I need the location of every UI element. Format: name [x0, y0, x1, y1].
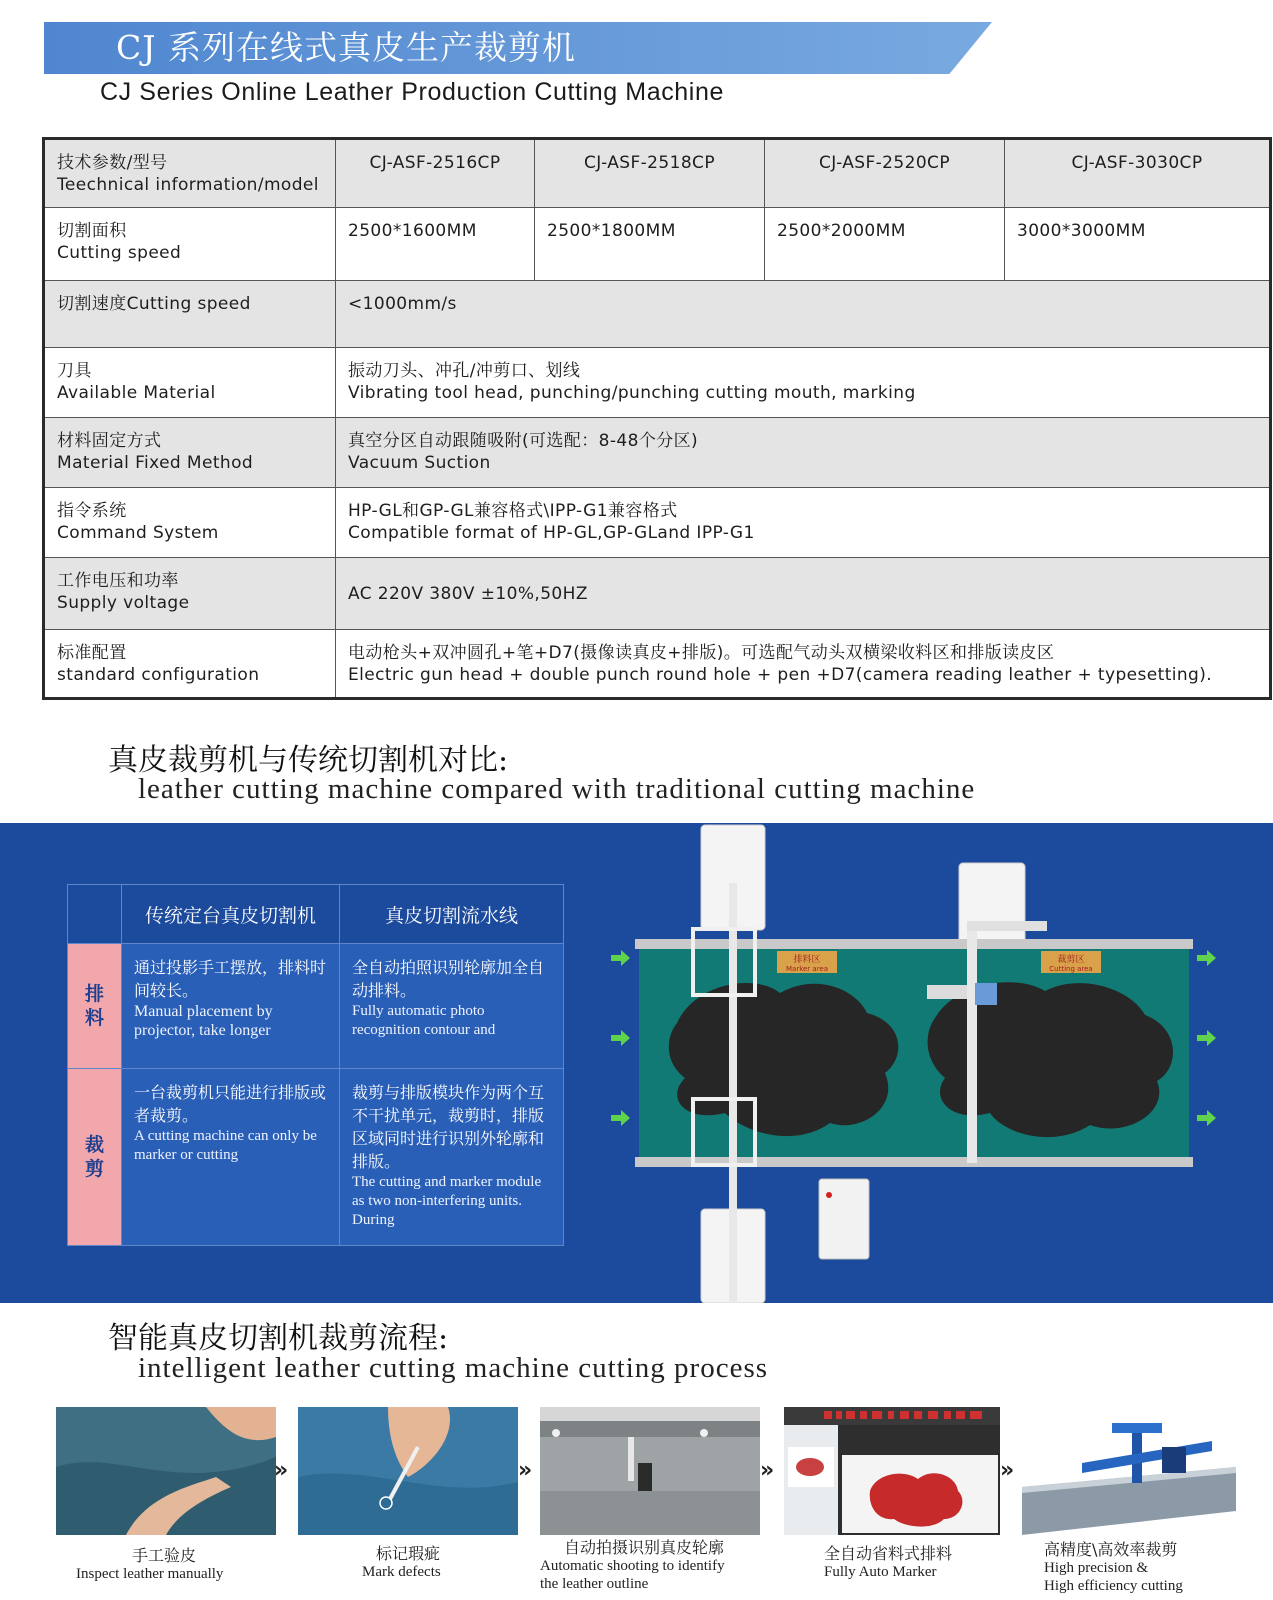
arrow-right-icon [611, 950, 630, 966]
spec-row-label [44, 558, 336, 630]
compare-title-en: leather cutting machine compared with traditional cutting machine [138, 773, 976, 805]
cutting-head [975, 983, 997, 1005]
spec-label-cn: 切割速度Cutting speed [57, 294, 251, 314]
compare-cell-en: Fully automatic photo recognition contour and [352, 1003, 496, 1038]
compare-col-traditional: 传统定台真皮切割机 [122, 885, 340, 944]
spec-header-label-cn: 技术参数/型号 [57, 153, 168, 173]
cutting-gantry [967, 927, 977, 1163]
process-arrow-icon: » [1000, 1458, 1009, 1483]
compare-title-cn: 真皮裁剪机与传统切割机对比: [108, 743, 509, 778]
spec-value-cn: 真空分区自动跟随吸附(可选配：8-48个分区) [348, 431, 699, 451]
compare-cell-cn: 裁剪与排版模块作为两个互不干扰单元，裁剪时，排版区域同时进行识别外轮廓和排版。 [352, 1083, 545, 1171]
process-title-en: intelligent leather cutting machine cutting process [138, 1352, 769, 1384]
spec-row [44, 348, 1271, 418]
spec-row-value [336, 558, 1271, 630]
compare-header-row [68, 885, 564, 944]
spec-label-cn: 指令系统 [57, 501, 127, 521]
process-title-cn: 智能真皮切割机裁剪流程: [108, 1321, 449, 1356]
spec-label-en: Cutting speed [57, 243, 182, 263]
arrow-right-icon [611, 1110, 630, 1126]
spec-row-value [336, 281, 1271, 348]
cutting-line-illustration [605, 823, 1273, 1303]
area-value: 3000*3000MM [1005, 208, 1271, 281]
compare-table [67, 884, 564, 1246]
compare-row-cutting [68, 1069, 564, 1246]
step-caption-en: Fully Auto Marker [824, 1564, 937, 1580]
compare-cell [340, 944, 564, 1069]
spec-label-en: Available Material [57, 383, 216, 403]
mark-defects-photo [298, 1407, 518, 1535]
auto-marker-screen [784, 1407, 1000, 1535]
side-label-marker [68, 944, 122, 1069]
spec-value-cn: <1000mm/s [348, 294, 457, 314]
process-arrow-icon: » [518, 1458, 527, 1483]
spec-value-cn: 振动刀头、冲孔/冲剪口、划线 [348, 361, 581, 381]
cutting-beam [967, 921, 1047, 931]
spec-row [44, 488, 1271, 558]
marker-area-label-cn: 排料区 [793, 955, 821, 965]
spec-row-value [336, 488, 1271, 558]
emergency-stop-icon [826, 1192, 832, 1198]
camera-shooting-photo [540, 1407, 760, 1535]
spec-label-en: Material Fixed Method [57, 453, 254, 473]
model-cell: CJ-ASF-3030CP [1005, 139, 1271, 208]
area-value: 2500*1600MM [336, 208, 535, 281]
spec-row [44, 558, 1271, 630]
marker-gantry [729, 883, 737, 1303]
compare-col-line: 真皮切割流水线 [340, 885, 564, 944]
step-caption-en: Inspect leather manually [76, 1566, 224, 1582]
area-value: 2500*1800MM [535, 208, 765, 281]
spec-row-value [336, 630, 1271, 699]
precision-cutting-machine [1022, 1407, 1236, 1535]
spec-label-cn: 刀具 [57, 361, 92, 381]
compare-cell-en: Manual placement by projector, take longer [134, 1003, 273, 1039]
compare-cell [122, 944, 340, 1069]
spec-header-label-en: Teechnical information/model [57, 175, 319, 195]
step-caption-en: High precision & [1044, 1560, 1149, 1576]
spec-label-en: standard configuration [57, 665, 260, 685]
inspect-leather-photo [56, 1407, 276, 1535]
spec-row-label [44, 208, 336, 281]
control-cabinet [819, 1179, 869, 1259]
step-caption-cn: 全自动省料式排料 [824, 1544, 953, 1563]
step-caption-cn: 手工验皮 [132, 1546, 197, 1565]
spec-table [42, 137, 1272, 700]
side-label-cutting [68, 1069, 122, 1246]
spec-value-cn: 电动枪头+双冲圆孔+笔+D7(摄像读真皮+排版)。可选配气动头双横梁收料区和排版读皮区 [348, 643, 1055, 663]
leather-hide-cutting [928, 982, 1173, 1137]
spec-row-value [336, 418, 1271, 488]
spec-label-cn: 材料固定方式 [57, 431, 162, 451]
spec-value-en: Compatible format of HP-GL,GP-GLand IPP-G1 [348, 523, 755, 543]
spec-label-cn: 切割面积 [57, 221, 127, 241]
spec-label-en: Supply voltage [57, 593, 190, 613]
page-title-cn: CJ 系列在线式真皮生产裁剪机 [116, 28, 576, 67]
compare-cell-cn: 全自动拍照识别轮廓加全自动排料。 [352, 958, 545, 1000]
step-caption-en: Automatic shooting to identify [540, 1558, 725, 1574]
area-value: 2500*2000MM [765, 208, 1005, 281]
model-cell: CJ-ASF-2516CP [336, 139, 535, 208]
spec-label-cn: 标准配置 [57, 643, 127, 663]
tool-carriage [927, 985, 967, 999]
page-title-en: CJ Series Online Leather Production Cutting Machine [100, 78, 724, 106]
compare-cell-cn: 通过投影手工摆放，排料时间较长。 [134, 958, 327, 1000]
spec-row-label [44, 281, 336, 348]
step-caption-cn: 高精度\高效率裁剪 [1044, 1540, 1178, 1559]
spec-row-value [336, 348, 1271, 418]
compare-cell-en: The cutting and marker module as two non-interfering units. During [352, 1174, 542, 1228]
compare-cell-en: A cutting machine can only be marker or cutting [134, 1128, 317, 1163]
compare-cell [122, 1069, 340, 1246]
step-caption-en: Mark defects [362, 1564, 441, 1580]
spec-row-label [44, 488, 336, 558]
cutting-area-label-en: Cutting area [1049, 965, 1093, 973]
top-rail [635, 939, 1193, 949]
side-label-text: 排料 [84, 983, 104, 1029]
spec-row-cutting-area [44, 208, 1271, 281]
model-cell: CJ-ASF-2520CP [765, 139, 1005, 208]
model-cell: CJ-ASF-2518CP [535, 139, 765, 208]
spec-value-en: Electric gun head + double punch round hole + pen +D7(camera reading leather + typesetting). [348, 665, 1213, 685]
arrow-right-icon [1197, 1030, 1216, 1046]
spec-value-en: Vibrating tool head, punching/punching cutting mouth, marking [348, 383, 916, 403]
spec-label-en: Command System [57, 523, 219, 543]
spec-value-en: Vacuum Suction [348, 453, 491, 473]
arrow-right-icon [1197, 950, 1216, 966]
step-caption-cn: 标记瑕疵 [376, 1544, 441, 1563]
spec-row [44, 630, 1271, 699]
arrow-right-icon [1197, 1110, 1216, 1126]
spec-header-label [44, 139, 336, 208]
spec-row [44, 281, 1271, 348]
compare-corner [68, 885, 122, 944]
arrow-right-icon [611, 1030, 630, 1046]
process-arrow-icon: » [274, 1458, 283, 1483]
cutting-area-label-cn: 裁剪区 [1057, 955, 1085, 965]
compare-cell-cn: 一台裁剪机只能进行排版或者裁剪。 [134, 1083, 327, 1125]
compare-row-marker [68, 944, 564, 1069]
process-arrow-icon: » [760, 1458, 769, 1483]
marker-area-label-en: Marker area [785, 965, 829, 973]
spec-value-cn: AC 220V 380V ±10%,50HZ [348, 583, 588, 604]
spec-header-row [44, 139, 1271, 208]
compare-cell [340, 1069, 564, 1246]
spec-value-cn: HP-GL和GP-GL兼容格式\IPP-G1兼容格式 [348, 501, 678, 521]
step-caption-en-2: the leather outline [540, 1576, 649, 1592]
spec-row-label [44, 348, 336, 418]
side-label-text: 裁剪 [84, 1134, 104, 1180]
spec-row [44, 418, 1271, 488]
step-caption-cn: 自动拍摄识别真皮轮廓 [564, 1538, 725, 1557]
spec-label-cn: 工作电压和功率 [57, 571, 179, 591]
spec-row-label [44, 630, 336, 699]
step-caption-en-2: High efficiency cutting [1044, 1578, 1183, 1594]
spec-row-label [44, 418, 336, 488]
